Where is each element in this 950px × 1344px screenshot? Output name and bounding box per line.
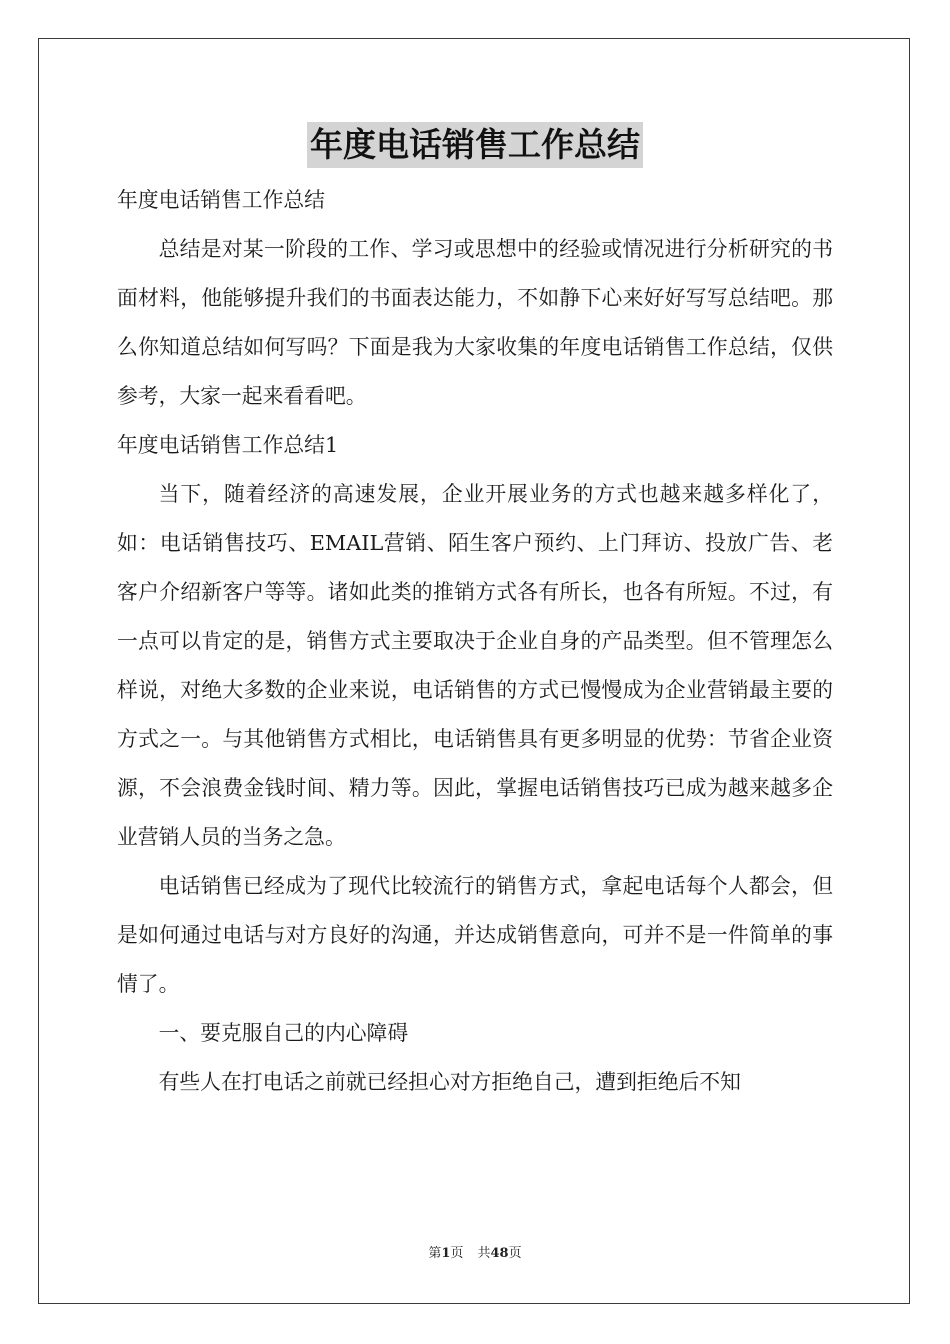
document-title: 年度电话销售工作总结 [307, 122, 643, 168]
total-pages: 48 [490, 1246, 509, 1261]
body-paragraph: 电话销售已经成为了现代比较流行的销售方式，拿起电话每个人都会，但是如何通过电话与对方良好的沟通，并达成销售意向，可并不是一件简单的事情了。 [117, 874, 833, 996]
body-paragraph: 有些人在打电话之前就已经担心对方拒绝自己，遭到拒绝后不知 [158, 1070, 741, 1094]
total-prefix: 共 [477, 1246, 491, 1261]
section-heading: 年度电话销售工作总结1 [117, 433, 339, 457]
page-prefix: 第 [428, 1246, 442, 1261]
subsection-heading: 一、要克服自己的内心障碍 [158, 1021, 409, 1045]
document-body [117, 176, 833, 1107]
subtitle-line: 年度电话销售工作总结 [117, 188, 325, 212]
page-footer [0, 1242, 950, 1261]
total-suffix: 页 [508, 1246, 522, 1261]
title-container [0, 122, 950, 168]
body-paragraph: 当下，随着经济的高速发展，企业开展业务的方式也越来越多样化了，如：电话销售技巧、EMAIL营销、陌生客户预约、上门拜访、投放广告、老客户介绍新客户等等。诸如此类的推销方式各有所长，也各有所短。不过，有一点可以肯定的是，销售方式主要取决于企业自身的产品类型。但不管理怎么样说，对绝大多数的企业来说，电话销售的方式已慢慢成为企业营销最主要的方式之一。与其他销售方式相比，电话销售具有更多明显的优势：节省企业资源，不会浪费金钱时间、精力等。因此，掌握电话销售技巧已成为越来越多企业营销人员的当务之急。 [117, 482, 833, 849]
page-suffix: 页 [450, 1246, 464, 1261]
page-number: 1 [441, 1246, 451, 1261]
intro-paragraph: 总结是对某一阶段的工作、学习或思想中的经验或情况进行分析研究的书面材料，他能够提升我们的书面表达能力，不如静下心来好好写写总结吧。那么你知道总结如何写吗？下面是我为大家收集的年度电话销售工作总结，仅供参考，大家一起来看看吧。 [117, 237, 833, 408]
